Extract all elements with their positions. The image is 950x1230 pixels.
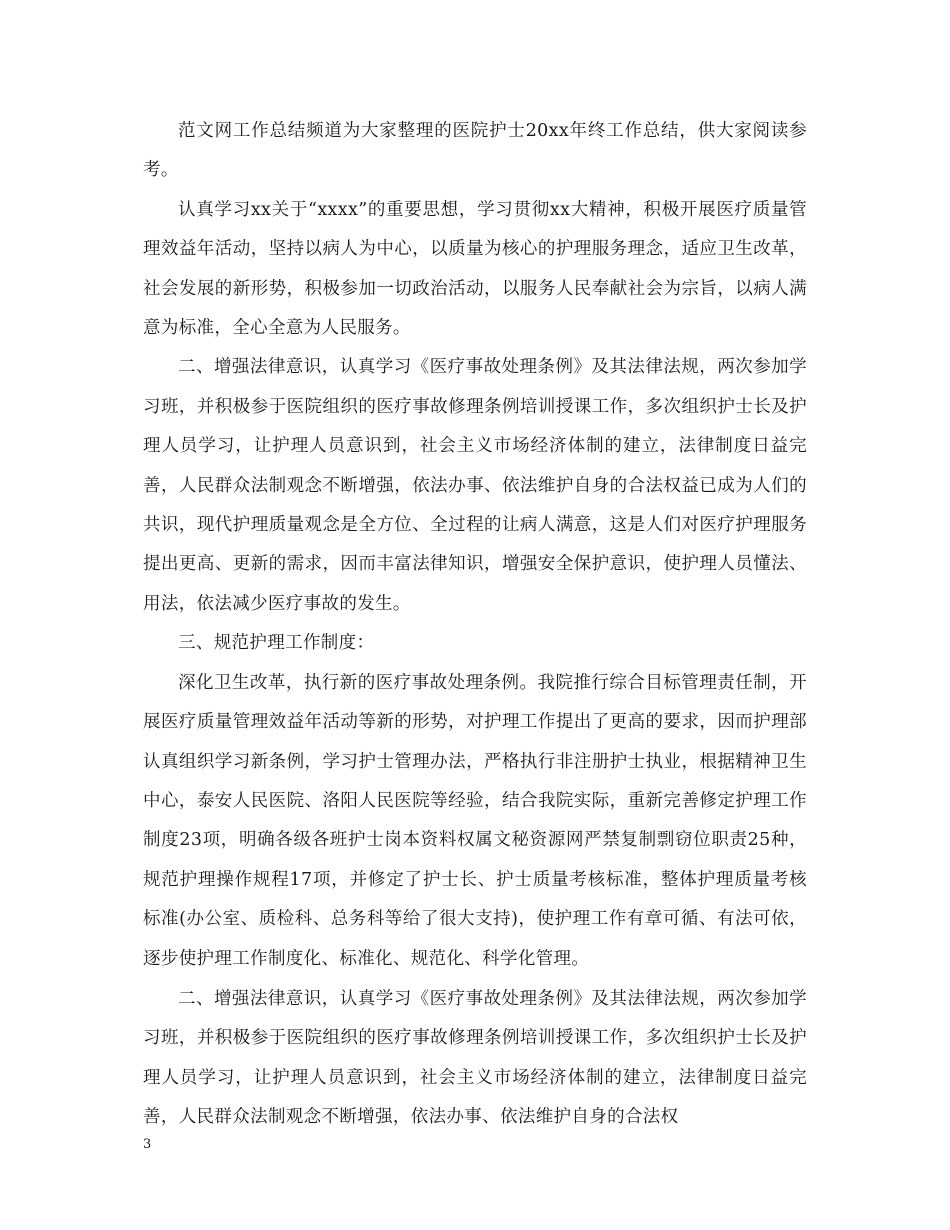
paragraph-legal-awareness: 二、增强法律意识，认真学习《医疗事故处理条例》及其法律法规，两次参加学习班，并积极参于医院组织的医疗事故修理条例培训授课工作，多次组织护士长及护理人员学习，让护理人员意识到，社会主义市场经济体制的建立，法律制度日益完善，人民群众法制观念不断增强，依法办事、依法维护自身的合法权益已成为人们的共识，现代护理质量观念是全方位、全过程的让病人满意，这是人们对医疗护理服务提出更高、更新的需求，因而丰富法律知识，增强安全保护意识，使护理人员懂法、用法，依法减少医疗事故的发生。	[143, 357, 807, 614]
section-heading-standardize: 三、规范护理工作制度：	[178, 633, 375, 654]
paragraph-reform: 深化卫生改革，执行新的医疗事故处理条例。我院推行综合目标管理责任制，开展医疗质量管理效益年活动等新的形势，对护理工作提出了更高的要求，因而护理部认真组织学习新条例，学习护士管理办法，严格执行非注册护士执业，根据精神卫生中心，泰安人民医院、洛阳人民医院等经验，结合我院实际，重新完善修定护理工作制度23项，明确各级各班护士岗本资料权属文秘资源网严禁复制剽窃位职责25种，规范护理操作规程17项，并修定了护士长、护士质量考核标准，整体护理质量考核标准(办公室、质检科、总务科等给了很大支持)，使护理工作有章可循、有法可依，逐步使护理工作制度化、标准化、规范化、科学化管理。	[143, 672, 807, 969]
paragraph-legal-awareness-repeat: 二、增强法律意识，认真学习《医疗事故处理条例》及其法律法规，两次参加学习班，并积极参于医院组织的医疗事故修理条例培训授课工作，多次组织护士长及护理人员学习，让护理人员意识到，社会主义市场经济体制的建立，法律制度日益完善，人民群众法制观念不断增强，依法办事、依法维护自身的合法权	[143, 988, 807, 1128]
document-body	[143, 112, 807, 1138]
page-number: 3	[143, 1137, 152, 1152]
paragraph-study: 认真学习xx关于“xxxx”的重要思想，学习贯彻xx大精神，积极开展医疗质量管理效益年活动，坚持以病人为中心，以质量为核心的护理服务理念，适应卫生改革，社会发展的新形势，积极参加一切政治活动，以服务人民奉献社会为宗旨，以病人满意为标准，全心全意为人民服务。	[143, 199, 807, 339]
paragraph-intro: 范文网工作总结频道为大家整理的医院护士20xx年终工作总结，供大家阅读参考。	[143, 121, 807, 181]
